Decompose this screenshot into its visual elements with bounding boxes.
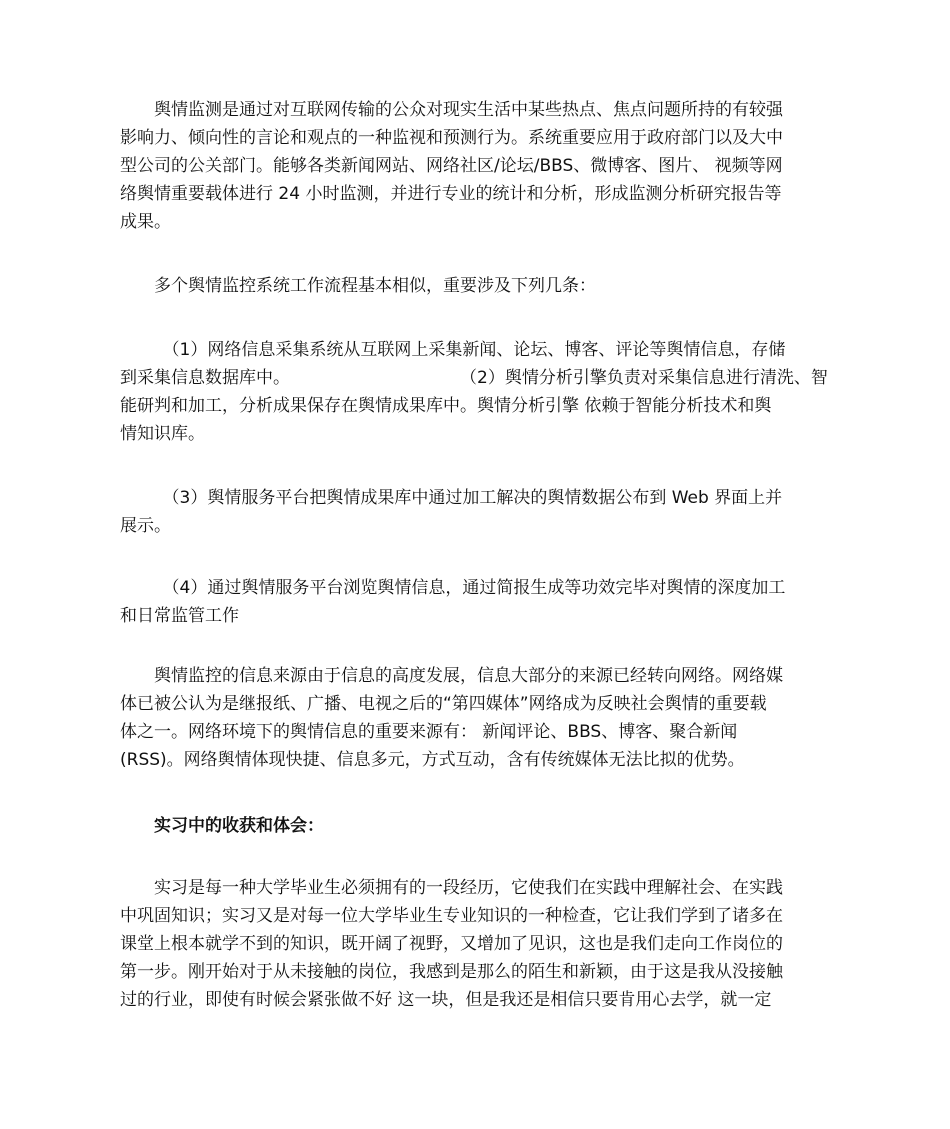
section-heading [120,812,832,840]
text-line: 情知识库。 [120,424,205,444]
text-line: 第一步。刚开始对于从未接触的岗位，我感到是那么的陌生和新颖，由于这是我从没接触 [120,962,783,982]
text-line: 体之一。网络环境下的舆情信息的重要来源有： 新闻评论、BBS、博客、聚合新闻 [120,722,738,742]
text-line: 课堂上根本就学不到的知识，既开阔了视野，又增加了见识，这也是我们走向工作岗位的 [120,934,783,954]
text-line: 多个舆情监控系统工作流程基本相似，重要涉及下列几条： [120,276,596,296]
text-line: 络舆情重要载体进行 24 小时监测，并进行专业的统计和分析，形成监测分析研究报告等 [120,184,782,204]
text-line: (RSS)。网络舆情体现快捷、信息多元，方式互动，含有传统媒体无法比拟的优势。 [120,750,745,770]
heading-text: 实习中的收获和体会： [120,816,324,836]
text-line: 过的行业，即使有时候会紧张做不好 这一块，但是我还是相信只要肯用心去学，就一定 [120,990,772,1010]
text-line: 到采集信息数据库中。 （2）舆情分析引擎负责对采集信息进行清洗、智 [120,368,828,388]
paragraph-workflow-intro [120,272,832,300]
paragraph-step-4 [120,574,832,630]
text-line: （4）通过舆情服务平台浏览舆情信息，通过简报生成等功效完毕对舆情的深度加工 [120,578,786,598]
paragraph-step-1-2 [120,336,832,448]
text-line: 展示。 [120,516,171,536]
text-line: 中巩固知识；实习又是对每一位大学毕业生专业知识的一种检查，它让我们学到了诸多在 [120,906,783,926]
text-line: 体已被公认为是继报纸、广播、电视之后的“第四媒体”网络成为反映社会舆情的重要载 [120,694,767,714]
text-line: （1）网络信息采集系统从互联网上采集新闻、论坛、博客、评论等舆情信息，存储 [120,340,786,360]
paragraph-sources [120,662,832,774]
text-line: 和日常监管工作 [120,606,239,626]
text-line: （3）舆情服务平台把舆情成果库中通过加工解决的舆情数据公布到 Web 界面上并 [120,488,783,508]
text-line: 舆情监控的信息来源由于信息的高度发展，信息大部分的来源已经转向网络。网络媒 [120,666,783,686]
text-line: 能研判和加工，分析成果保存在舆情成果库中。舆情分析引擎 依赖于智能分析技术和舆 [120,396,772,416]
paragraph-intro [120,96,832,236]
text-line: 舆情监测是通过对互联网传输的公众对现实生活中某些热点、焦点问题所持的有较强 [120,100,783,120]
text-line: 实习是每一种大学毕业生必须拥有的一段经历，它使我们在实践中理解社会、在实践 [120,878,783,898]
text-line: 影响力、倾向性的言论和观点的一种监视和预测行为。系统重要应用于政府部门以及大中 [120,128,783,148]
text-line: 型公司的公关部门。能够各类新闻网站、网络社区/论坛/BBS、微博客、图片、 视频等网 [120,156,783,176]
text-line: 成果。 [120,212,171,232]
paragraph-internship [120,874,832,1014]
paragraph-step-3 [120,484,832,540]
